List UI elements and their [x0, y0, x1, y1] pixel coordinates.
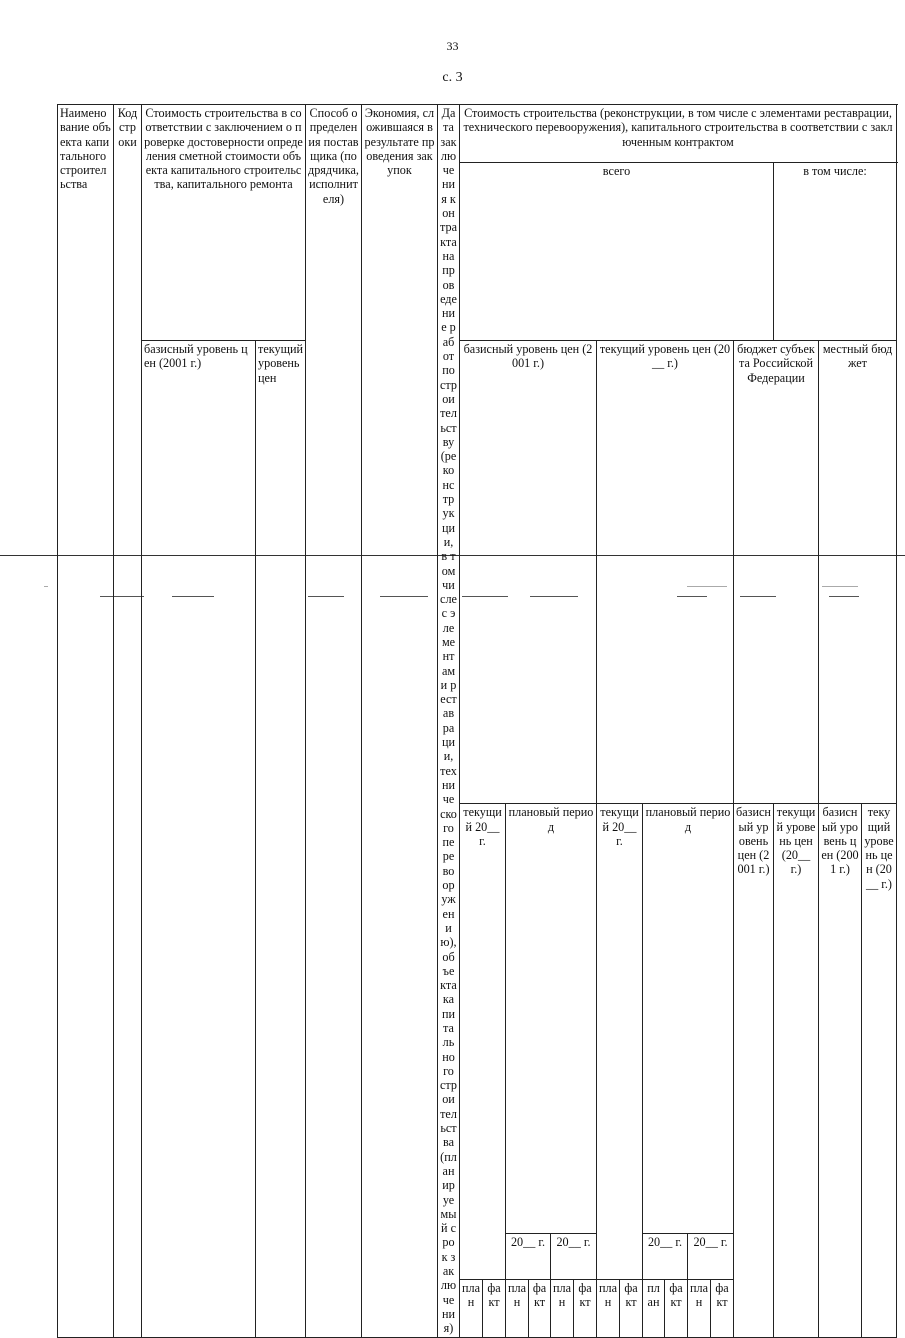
- header-current-level-year: текущий уровень цен (20__ г.): [597, 341, 734, 804]
- header-fact: факт: [620, 1279, 643, 1337]
- header-year: 20__ г.: [643, 1233, 688, 1279]
- header-contractor-method: Способ определения поставщика (подрядчика, исполнителя): [306, 105, 362, 1338]
- header-plan: план: [551, 1279, 574, 1337]
- header-base-level: базисный уровень цен (2001 г.): [142, 341, 256, 1338]
- header-current-level: текущий уровень цен: [256, 341, 306, 1338]
- header-plan: план: [506, 1279, 529, 1337]
- header-current-year: текущий 20__ г.: [597, 804, 643, 1279]
- header-year: 20__ г.: [506, 1233, 551, 1279]
- header-including: в том числе:: [774, 163, 897, 341]
- header-current-level-budget: текущий уровень цен (20__ г.): [774, 804, 819, 1337]
- header-plan: план: [643, 1279, 665, 1337]
- header-fact: факт: [711, 1279, 734, 1337]
- header-fact: факт: [665, 1279, 688, 1337]
- header-savings: Экономия, сложившаяся в результате проведения закупок: [362, 105, 438, 1338]
- header-current-year: текущий 20__ г.: [460, 804, 506, 1279]
- header-fact: факт: [574, 1279, 597, 1337]
- header-fact: факт: [483, 1279, 506, 1337]
- header-local-budget: местный бюджет: [819, 341, 897, 804]
- header-current-level-budget: текущий уровень цен (20__ г.): [862, 804, 897, 1337]
- header-base-level-budget: базисный уровень цен (2001 г.): [734, 804, 774, 1337]
- header-plan: план: [597, 1279, 620, 1337]
- header-plan: план: [688, 1279, 711, 1337]
- header-base-level-2001: базисный уровень цен (2001 г.): [460, 341, 597, 804]
- header-object-name: Наименование объекта капитального строительства: [58, 105, 114, 1338]
- section-label: с. 3: [442, 70, 463, 85]
- header-total: всего: [460, 163, 774, 341]
- header-contract-cost: Стоимость строительства (реконструкции, в том числе с элементами реставрации, технического перевооружения), капитального строительства в соответствии с заключенным контрактом: [460, 105, 897, 163]
- header-estimate-cost: Стоимость строительства в соответствии с заключением о проверке достоверности определения сметной стоимости объекта капитального строительства, капитального ремонта: [142, 105, 306, 341]
- report-table: [57, 104, 897, 1338]
- header-year: 20__ г.: [688, 1233, 734, 1279]
- header-plan: план: [460, 1279, 483, 1337]
- header-contract-date: Дата заключения контракта на проведение работ по строительству (реконструкции, в том числе с элементами реставрации, технического перевооружению), объекта капитального строительства (планируемый срок заключения): [438, 105, 460, 1338]
- header-fact: факт: [529, 1279, 551, 1337]
- header-year: 20__ г.: [551, 1233, 597, 1279]
- header-line-code: Код строки: [114, 105, 142, 1338]
- header-planned-period: плановый период: [506, 804, 597, 1233]
- header-planned-period: плановый период: [643, 804, 734, 1233]
- header-regional-budget: бюджет субъекта Российской Федерации: [734, 341, 819, 804]
- page-number: 33: [446, 39, 459, 53]
- header-base-level-budget: базисный уровень цен (2001 г.): [819, 804, 862, 1337]
- dash-line: [44, 586, 48, 587]
